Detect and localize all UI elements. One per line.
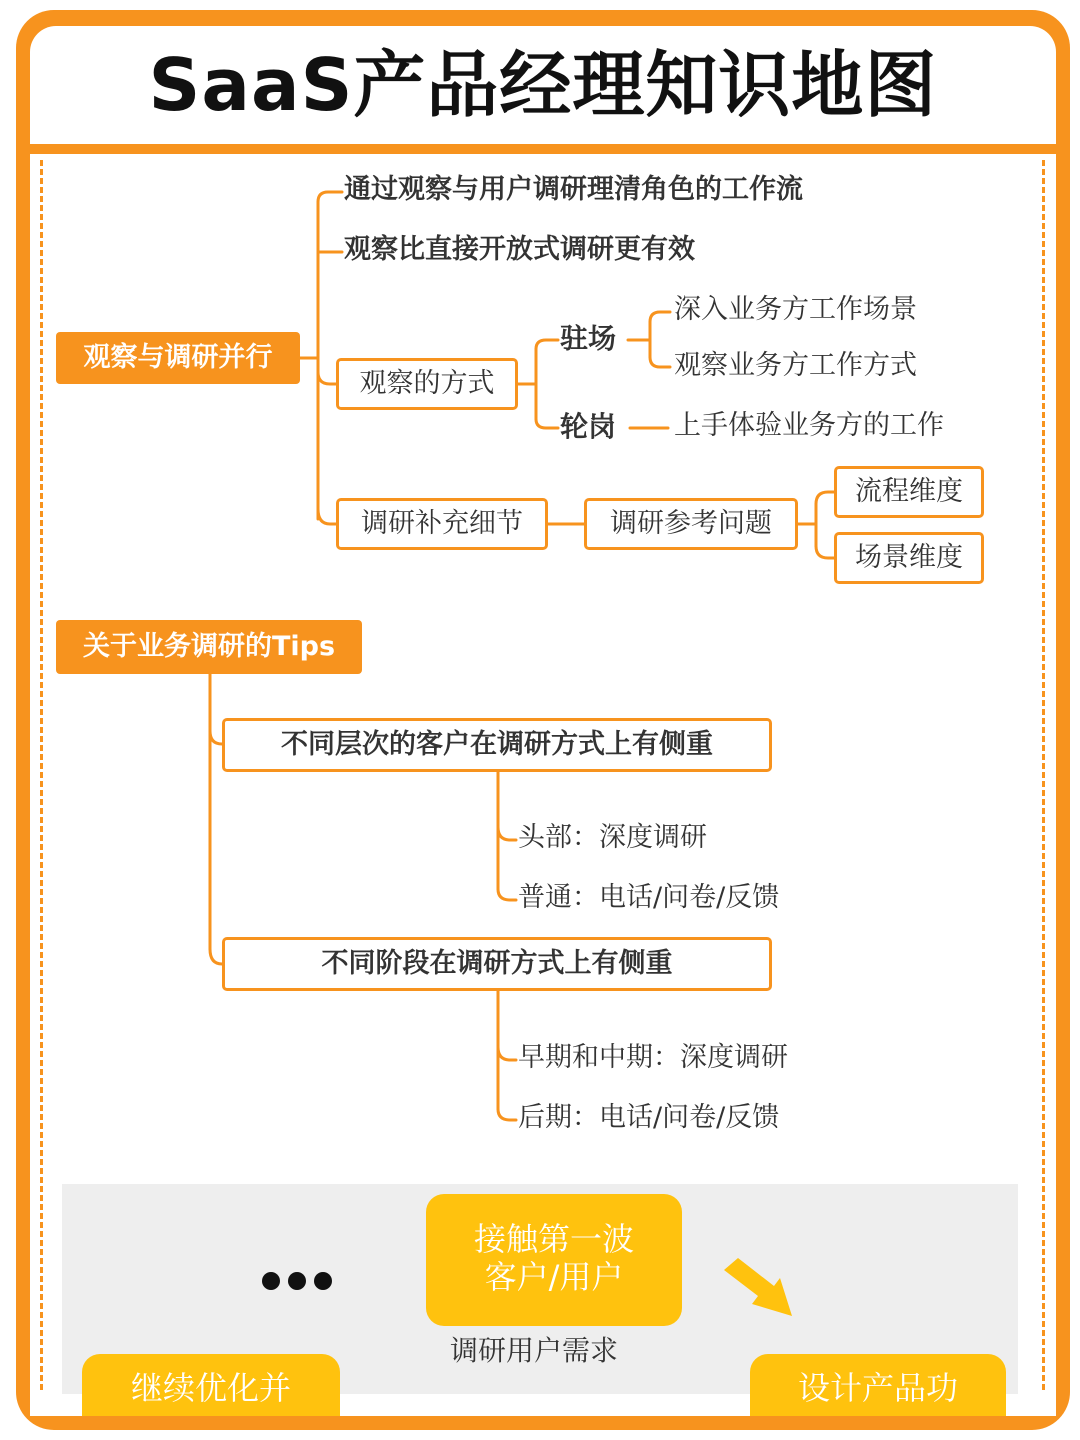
node-stages: 不同阶段在调研方式上有侧重 [222, 937, 772, 991]
flow-diagram [62, 1184, 1018, 1407]
root-node-observe-research: 观察与调研并行 [56, 332, 300, 384]
node-zhuchang: 驻场 [560, 322, 617, 355]
ellipsis-dot-1 [262, 1272, 280, 1290]
flow-box-first-contact [426, 1194, 682, 1326]
leaf-zhuchang-1: 深入业务方工作场景 [674, 294, 917, 325]
node-customer-levels: 不同层次的客户在调研方式上有侧重 [222, 718, 772, 772]
branch-observe-effective: 观察比直接开放式调研更有效 [344, 234, 695, 265]
node-research-questions: 调研参考问题 [584, 498, 798, 550]
flow-caption-research: 调研用户需求 [450, 1334, 619, 1367]
leaf-zhuchang-2: 观察业务方工作方式 [674, 350, 917, 381]
arrow-down-right-icon [718, 1256, 808, 1326]
leaf-late: 后期：电话/问卷/反馈 [518, 1102, 780, 1133]
node-process-dimension: 流程维度 [834, 466, 984, 518]
flow-box-design-features-label: 设计产品功 [797, 1369, 958, 1407]
leaf-early-mid: 早期和中期：深度调研 [518, 1042, 788, 1073]
node-scene-dimension: 场景维度 [834, 532, 984, 584]
ellipsis-dot-3 [314, 1272, 332, 1290]
node-lungang: 轮岗 [560, 410, 617, 443]
page-title: SaaS产品经理知识地图 [148, 43, 938, 127]
flow-box-first-contact-line1: 接触第一波 [473, 1220, 634, 1258]
node-observe-methods: 观察的方式 [336, 358, 518, 410]
flow-box-continue-optimize-label: 继续优化并 [130, 1369, 291, 1407]
mindmap-content [30, 154, 1056, 1416]
leaf-normal-customers: 普通：电话/问卷/反馈 [518, 882, 780, 913]
node-research-details: 调研补充细节 [336, 498, 548, 550]
leaf-lungang: 上手体验业务方的工作 [674, 410, 944, 441]
title-card [30, 26, 1056, 144]
ellipsis-dot-2 [288, 1272, 306, 1290]
flow-box-design-features [750, 1354, 1006, 1416]
flow-box-continue-optimize [82, 1354, 340, 1416]
root-node-tips: 关于业务调研的Tips [56, 620, 362, 674]
branch-workflow: 通过观察与用户调研理清角色的工作流 [344, 174, 803, 205]
leaf-head-customers: 头部：深度调研 [518, 822, 707, 853]
flow-box-first-contact-line2: 客户/用户 [484, 1258, 624, 1296]
